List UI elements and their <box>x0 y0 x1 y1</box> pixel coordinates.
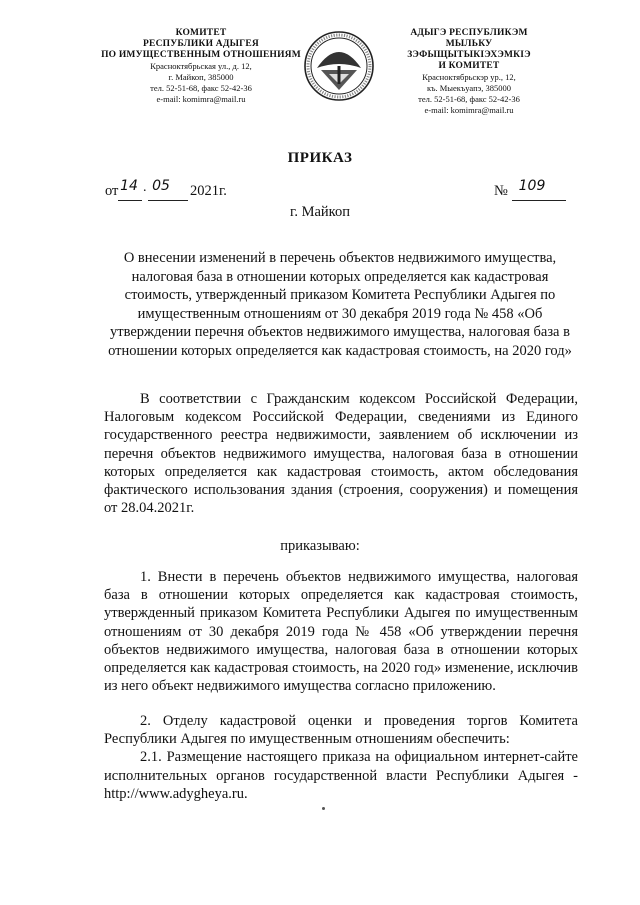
item-2-block <box>104 712 578 803</box>
org-name-line3: ПО ИМУЩЕСТВЕННЫМ ОТНОШЕНИЯМ <box>101 50 301 60</box>
org-email-adyghe: e-mail: komimra@mail.ru <box>424 105 514 115</box>
document-number: 109 <box>518 178 546 194</box>
date-day-underline <box>118 200 142 201</box>
org-phone: тел. 52-51-68, факс 52-42-36 <box>150 83 252 93</box>
date-from-label: от <box>105 183 119 199</box>
number-label: № <box>494 183 508 199</box>
item-2-1-paragraph: 2.1. Размещение настоящего приказа на официальном интернет-сайте исполнительных органов государственной власти Республики Адыгея - http://www.adygheya.ru. <box>104 749 578 802</box>
order-word: приказываю: <box>280 538 360 554</box>
city-line: г. Майкоп <box>290 204 350 220</box>
date-day: 14 <box>120 178 138 194</box>
org-name-line2: РЕСПУБЛИКИ АДЫГЕЯ <box>143 39 259 49</box>
header-right <box>384 28 554 116</box>
org-name-line1: КОМИТЕТ <box>175 28 227 38</box>
org-email: e-mail: komimra@mail.ru <box>156 94 246 104</box>
item-1-paragraph: 1. Внести в перечень объектов недвижимого имущества, налоговая база в отношении которых определяется как кадастровая стоимость, утвержденный приказом Комитета Республики Адыгея по имущественным отношениям от 30 декабря 2019 года № 458 «Об утверждении перечня объектов недвижимого имущества, налоговая база в отношении которых определяется как кадастровая стоимость, на 2020 год» изменение, исключив из него объект недвижимого имущества согласно приложению. <box>104 569 578 695</box>
org-city-adyghe: къ. Мыекъуапэ, 385000 <box>426 83 512 93</box>
date-month: 05 <box>152 178 170 194</box>
date-year: 2021г. <box>190 183 227 199</box>
order-subject: О внесении изменений в перечень объектов недвижимого имущества, налоговая база в отношении которых определяется как кадастровая стоимость, утвержденный приказом Комитета Республики Адыгея по имущественным отношениям от 30 декабря 2019 года № 458 «Об утверждении перечня объектов недвижимого имущества, налоговая база в отношении которых определяется как кадастровая стоимость, на 2020 год» <box>108 250 572 359</box>
header-left <box>95 28 307 105</box>
org-phone-adyghe: тел. 52-51-68, факс 52-42-36 <box>418 94 520 104</box>
org-name-adyghe-line3: И КОМИТЕТ <box>438 61 500 71</box>
scan-dot <box>322 807 325 810</box>
org-address-adyghe: Красноктябрьскэр ур., 12, <box>422 72 516 82</box>
date-month-underline <box>148 200 188 201</box>
org-city: г. Майкоп, 385000 <box>168 72 234 82</box>
date-separator: . <box>143 180 147 195</box>
org-name-adyghe-line2: МЫЛЬКУ ЗЭФЫЩЫТЫКIЭХЭМКIЭ <box>407 39 531 60</box>
item-2-paragraph: 2. Отделу кадастровой оценки и проведения торгов Комитета Республики Адыгея по имущественным отношениям обеспечить: <box>104 713 578 748</box>
document-title: ПРИКАЗ <box>287 150 353 166</box>
adygea-coat-of-arms-icon <box>303 30 375 102</box>
preamble-paragraph: В соответствии с Гражданским кодексом Российской Федерации, Налоговым кодексом Российской Федерации, сведениями из Единого государственного реестра недвижимости, заявлением об исключении из перечня объектов недвижимого имущества, налоговая база в отношении которых определяется как кадастровая стоимость, актом обследования фактического использования здания (строения, сооружения) и помещения от 28.04.2021г. <box>104 391 578 517</box>
org-address: Красноктябрьская ул., д. 12, <box>150 61 252 71</box>
number-underline <box>512 200 566 201</box>
org-name-adyghe-line1: АДЫГЭ РЕСПУБЛИКЭМ <box>410 28 528 38</box>
